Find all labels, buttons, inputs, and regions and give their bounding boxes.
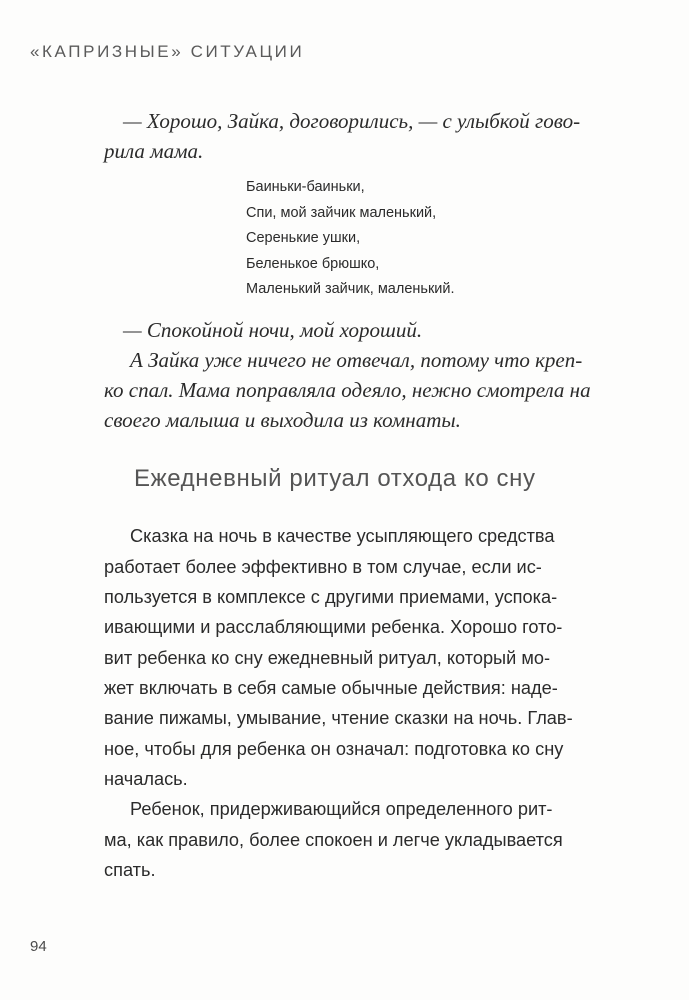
dialogue-line: А Зайка уже ничего не отвечал, потому что креп-	[130, 348, 583, 372]
dialogue-line: — Спокойной ночи, мой хороший.	[123, 318, 423, 342]
section-heading: Ежедневный ритуал отхода ко сну	[134, 465, 536, 492]
body-line: пользуется в комплексе с другими приемами, успока-	[104, 587, 558, 607]
body-line: работает более эффективно в том случае, если ис-	[104, 557, 542, 577]
body-line: Сказка на ночь в качестве усыпляющего средства	[130, 526, 555, 546]
verse-line: Маленький зайчик, маленький.	[246, 281, 455, 297]
body-line: Ребенок, придерживающийся определенного рит-	[130, 799, 553, 819]
body-line: спать.	[104, 860, 156, 880]
verse-line: Баиньки-баиньки,	[246, 179, 365, 195]
body-line: ма, как правило, более спокоен и легче укладывается	[104, 830, 563, 850]
body-line: ное, чтобы для ребенка он означал: подготовка ко сну	[104, 739, 564, 759]
dialogue-line: — Хорошо, Зайка, договорились, — с улыбкой гово-	[123, 109, 581, 133]
verse-line: Спи, мой зайчик маленький,	[246, 205, 437, 221]
dialogue-line: своего малыша и выходила из комнаты.	[104, 408, 461, 432]
dialogue-line: рила мама.	[104, 139, 204, 163]
body-line: вит ребенка ко сну ежедневный ритуал, который мо-	[104, 648, 551, 668]
body-line: ивающими и расслабляющими ребенка. Хорошо гото-	[104, 617, 563, 637]
body-line: вание пижамы, умывание, чтение сказки на ночь. Глав-	[104, 708, 573, 728]
body-line: жет включать в себя самые обычные действия: наде-	[104, 678, 558, 698]
body-line: началась.	[104, 769, 188, 789]
verse-line: Беленькое брюшко,	[246, 256, 380, 272]
dialogue-line: ко спал. Мама поправляла одеяло, нежно смотрела на	[104, 378, 591, 402]
running-head: «КАПРИЗНЫЕ» СИТУАЦИИ	[30, 42, 305, 61]
verse-line: Серенькие ушки,	[246, 230, 361, 246]
page-number: 94	[30, 938, 47, 955]
